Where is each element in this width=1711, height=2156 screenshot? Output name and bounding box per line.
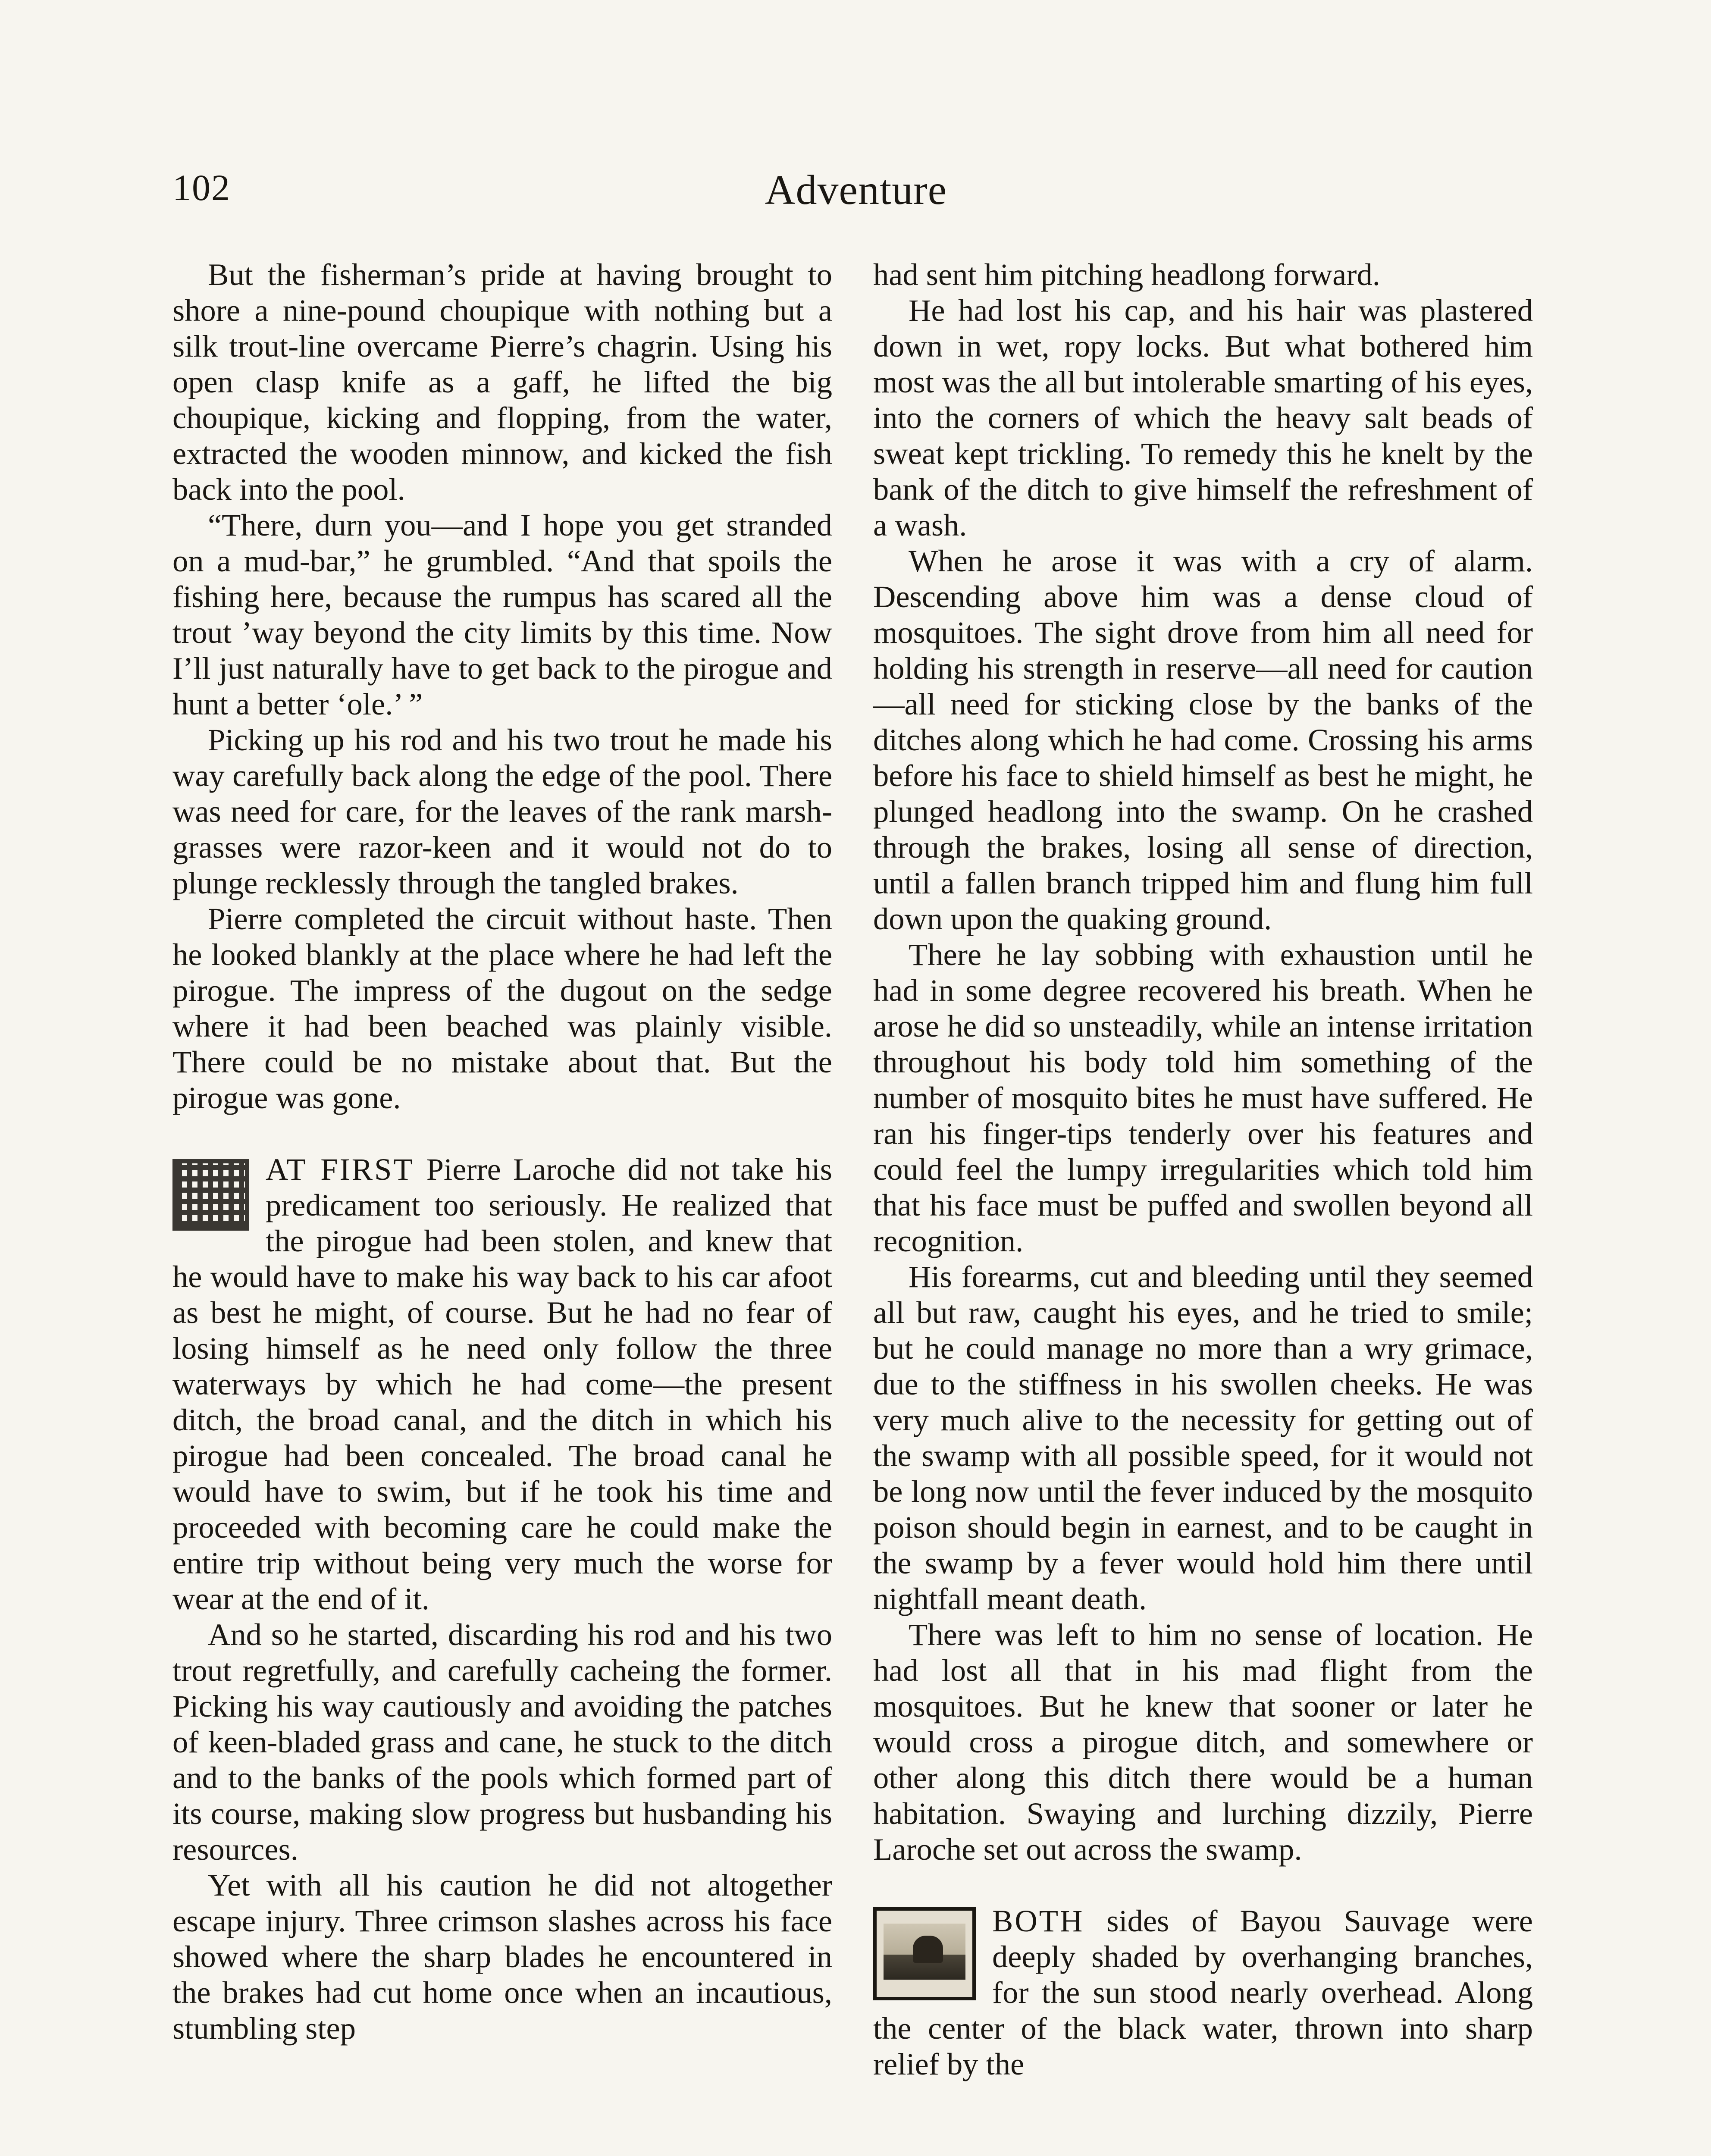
paragraph: Yet with all his caution he did not altogether escape injury. Three crimson slashes across his face showed where the sharp blades he encountered in the brakes had cut home once when an incautious, stumbling step bbox=[172, 1868, 832, 2046]
paragraph: When he arose it was with a cry of alarm. Descending above him was a dense cloud of mosquitoes. The sight drove from him all need for holding his strength in reserve—all need for caution—all need for sticking close by the banks of the ditches along which he had come. Crossing his arms before his face to shield himself as best he might, he plunged headlong into the swamp. On he crashed through the brakes, losing all sense of direction, until a fallen branch tripped him and flung him full down upon the quaking ground. bbox=[873, 543, 1533, 936]
section-lead-in: BOTH bbox=[992, 1903, 1084, 1938]
paragraph: He had lost his cap, and his hair was plastered down in wet, ropy locks. But what bothered him most was the all but intolerable smarting of his eyes, into the corners of which the heavy salt beads of sweat kept trickling. To remedy this he knelt by the bank of the ditch to give himself the refreshment of a wash. bbox=[873, 293, 1533, 542]
paragraph: His forearms, cut and bleeding until they seemed all but raw, caught his eyes, and he tried to smile; but he could manage no more than a wry grimace, due to the stiffness in his swollen cheeks. He was very much alive to the necessity for getting out of the swamp with all possible speed, for it would not be long now until the fever induced by the mosquito poison should begin in earnest, and to be caught in the swamp by a fever would hold him there until nightfall meant death. bbox=[873, 1259, 1533, 1616]
page-number: 102 bbox=[172, 167, 231, 208]
ornament-icon bbox=[172, 1159, 249, 1231]
paragraph-text: sides of Bayou Sauvage were deeply shaded by overhanging branches, for the sun stood nearly overhead. Along the center of the black water, thrown into sharp relief by the bbox=[873, 1903, 1533, 2081]
running-title: Adventure bbox=[765, 167, 947, 213]
paragraph: Picking up his rod and his two trout he made his way carefully back along the edge of the pool. There was need for care, for the leaves of the rank marsh-grasses were razor-keen and it would not do to plunge recklessly through the tangled brakes. bbox=[172, 722, 832, 900]
paragraph: There he lay sobbing with exhaustion until he had in some degree recovered his breath. When he arose he did so unsteadily, while an intense irritation throughout his body told him something of the number of mosquito bites he must have suffered. He ran his finger-tips tenderly over his features and could feel the lumpy irregularities which told him that his face must be puffed and swollen beyond all recognition. bbox=[873, 937, 1533, 1258]
section-opening-paragraph bbox=[172, 1151, 832, 1617]
paragraph-continuation: had sent him pitching headlong forward. bbox=[873, 257, 1380, 292]
left-column bbox=[172, 257, 832, 2046]
section-opening-paragraph bbox=[873, 1903, 1533, 2082]
paragraph: “There, durn you—and I hope you get stranded on a mud-bar,” he grumbled. “And that spoils the fishing here, because the rumpus has scared all the trout ’way beyond the city limits by this time. Now I’ll just naturally have to get back to the pirogue and hunt a better ‘ole.’ ” bbox=[172, 508, 832, 721]
paragraph-text: Pierre Laroche did not take his predicament too seriously. He realized that the pirogue had been stolen, and knew that he would have to make his way back to his car afoot as best he might, of course. But he had no fear of losing himself as he need only follow the three waterways by which he had come—the present ditch, the broad canal, and the ditch in which his pirogue had been concealed. The broad canal he would have to swim, but if he took his time and proceeded with becoming care he could make the entire trip without being very much the worse for wear at the end of it. bbox=[172, 1152, 832, 1616]
section-lead-in: AT FIRST bbox=[266, 1152, 414, 1187]
paragraph: And so he started, discarding his rod and his two trout regretfully, and carefully cacheing the former. Picking his way cautiously and avoiding the patches of keen-bladed grass and cane, he stuck to the ditch and to the banks of the pools which formed part of its course, making slow progress but husbanding his resources. bbox=[172, 1617, 832, 1867]
page-header bbox=[172, 166, 1539, 226]
illustration-icon bbox=[873, 1907, 976, 2000]
paragraph: Pierre completed the circuit without haste. Then he looked blankly at the place where he had left the pirogue. The impress of the dugout on the sedge where it had been beached was plainly visible. There could be no mistake about that. But the pirogue was gone. bbox=[172, 901, 832, 1115]
paragraph: There was left to him no sense of location. He had lost all that in his mad flight from the mosquitoes. But he knew that sooner or later he would cross a pirogue ditch, and somewhere or other along this ditch there would be a human habitation. Swaying and lurching dizzily, Pierre Laroche set out across the swamp. bbox=[873, 1617, 1533, 1867]
paragraph: But the fisherman’s pride at having brought to shore a nine-pound choupique with nothing but a silk trout-line overcame Pierre’s chagrin. Using his open clasp knife as a gaff, he lifted the big choupique, kicking and flopping, from the water, extracted the wooden minnow, and kicked the fish back into the pool. bbox=[172, 257, 832, 507]
right-column bbox=[873, 257, 1533, 2082]
